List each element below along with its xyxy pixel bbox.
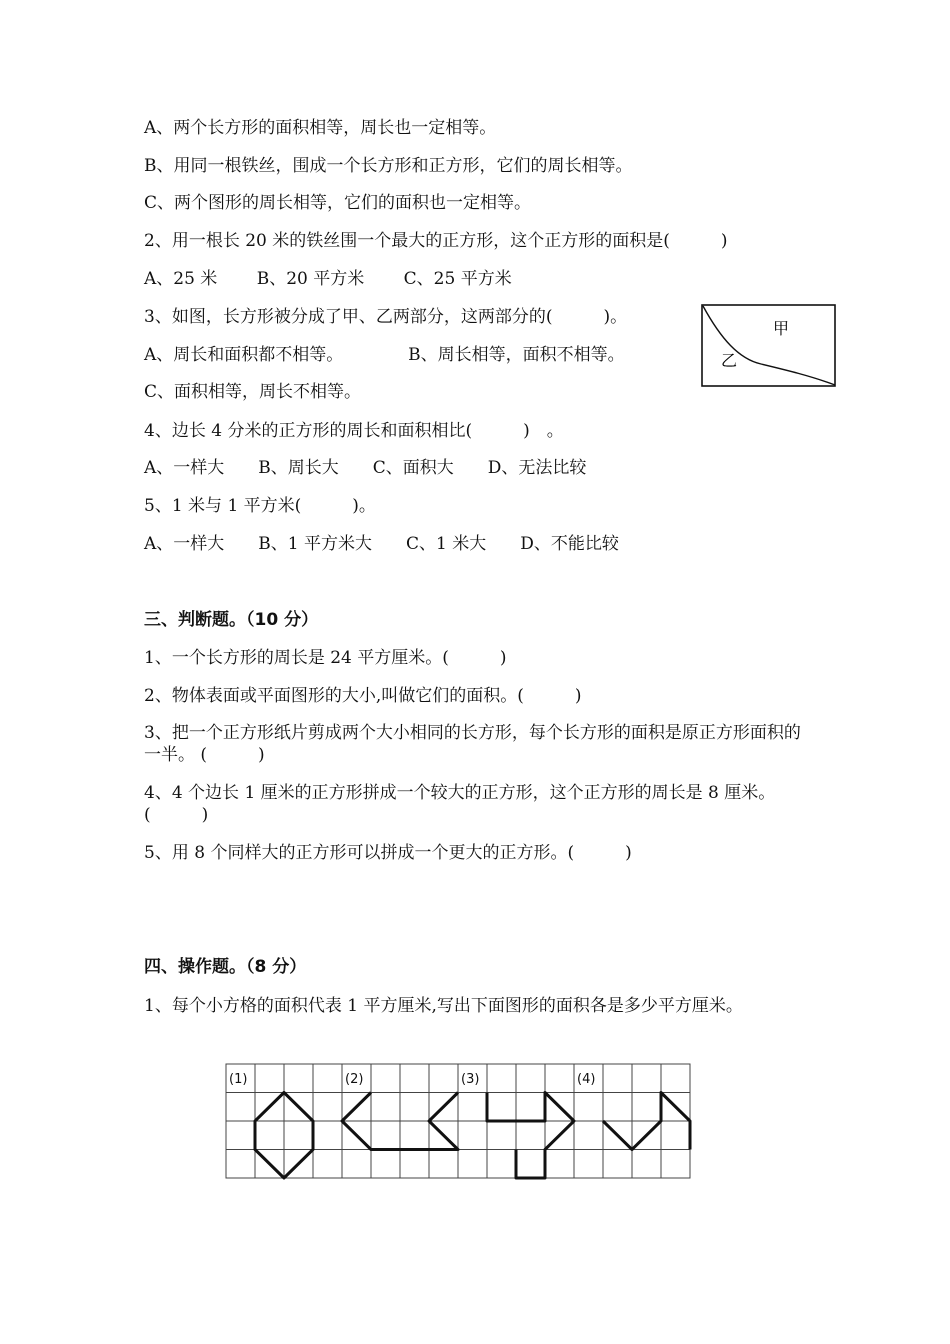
section4-heading: 四、操作题。（8 分）: [144, 957, 307, 977]
q1-option-a: A、两个长方形的面积相等，周长也一定相等。: [144, 118, 497, 138]
grid-label-1: (1): [229, 1072, 248, 1087]
judge-item-4: 4、4 个边长 1 厘米的正方形拼成一个较大的正方形，这个正方形的周长是 8 厘米。( ): [144, 783, 776, 825]
q3-option-c: C、面积相等，周长不相等。: [144, 382, 362, 402]
q2-text: 2、用一根长 20 米的铁丝围一个最大的正方形，这个正方形的面积是( ): [144, 231, 728, 251]
q5-options: A、一样大 B、1 平方米大 C、1 米大 D、不能比较: [144, 534, 619, 554]
area-grid-figure: [224, 1062, 694, 1182]
q1-option-c: C、两个图形的周长相等，它们的面积也一定相等。: [144, 193, 532, 213]
judge-item-5: 5、用 8 个同样大的正方形可以拼成一个更大的正方形。( ): [144, 843, 632, 863]
figure-label-yi: 乙: [721, 351, 738, 370]
q5-text: 5、1 米与 1 平方米( )。: [144, 496, 376, 516]
q1-option-b: B、用同一根铁丝，围成一个长方形和正方形，它们的周长相等。: [144, 156, 633, 176]
q4-options: A、一样大 B、周长大 C、面积大 D、无法比较: [144, 458, 587, 478]
judge-item-1: 1、一个长方形的周长是 24 平方厘米。( ): [144, 648, 507, 668]
q3-options-ab: A、周长和面积都不相等。 B、周长相等，面积不相等。: [144, 345, 625, 365]
q3-rectangle-figure: [701, 304, 837, 388]
shape-3: [487, 1093, 574, 1179]
operation-q1-text: 1、每个小方格的面积代表 1 平方厘米,写出下面图形的面积各是多少平方厘米。: [144, 996, 743, 1016]
judge-item-3: 3、把一个正方形纸片剪成两个大小相同的长方形，每个长方形的面积是原正方形面积的一半。 ( ): [144, 723, 801, 765]
judge-item-2: 2、物体表面或平面图形的大小,叫做它们的面积。( ): [144, 686, 582, 706]
grid-label-4: (4): [577, 1072, 596, 1087]
q4-text: 4、边长 4 分米的正方形的周长和面积相比( ) 。: [144, 421, 564, 441]
figure-label-jia: 甲: [773, 319, 790, 338]
q3-text: 3、如图，长方形被分成了甲、乙两部分，这两部分的( )。: [144, 307, 628, 327]
section3-heading: 三、判断题。（10 分）: [144, 610, 319, 630]
grid-label-3: (3): [461, 1072, 480, 1087]
q2-options: A、25 米 B、20 平方米 C、25 平方米: [144, 269, 512, 289]
grid-label-2: (2): [345, 1072, 364, 1087]
